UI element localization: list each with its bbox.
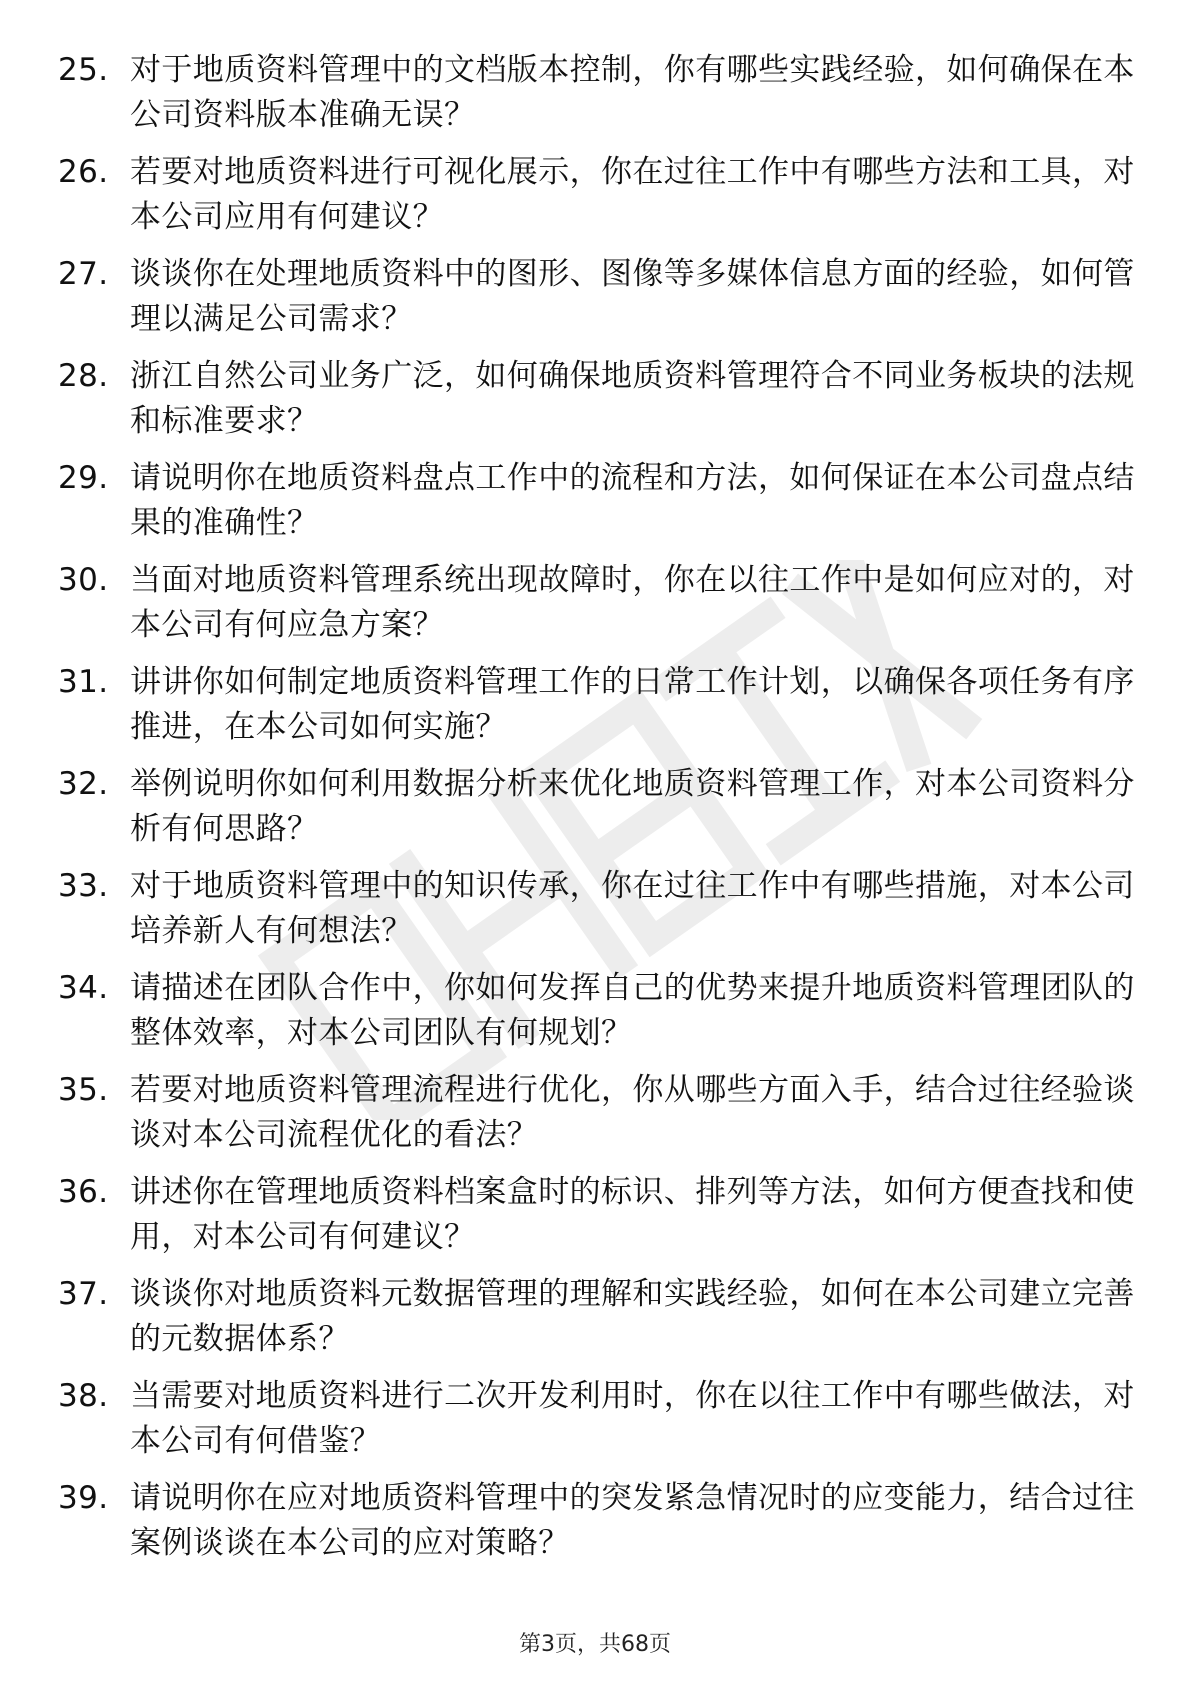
question-item — [58, 456, 1138, 558]
question-item — [58, 1476, 1138, 1578]
question-item — [58, 150, 1138, 252]
question-list — [58, 48, 1138, 1578]
page-number-label: 第3页，共68页 — [519, 1632, 671, 1657]
question-number: 34. — [58, 970, 109, 1006]
question-number: 39. — [58, 1480, 109, 1516]
question-text: 浙江自然公司业务广泛，如何确保地质资料管理符合不同业务板块的法规和标准要求？ — [130, 358, 1135, 439]
question-item — [58, 252, 1138, 354]
question-item — [58, 48, 1138, 150]
question-number: 33. — [58, 868, 109, 904]
question-number: 29. — [58, 460, 109, 496]
question-number: 28. — [58, 358, 109, 394]
question-number: 32. — [58, 766, 109, 802]
question-text: 当需要对地质资料进行二次开发利用时，你在以往工作中有哪些做法，对本公司有何借鉴？ — [130, 1378, 1135, 1459]
question-number: 31. — [58, 664, 109, 700]
question-number: 38. — [58, 1378, 109, 1414]
question-text: 若要对地质资料管理流程进行优化，你从哪些方面入手，结合过往经验谈谈对本公司流程优化的看法？ — [130, 1072, 1135, 1153]
question-text: 谈谈你在处理地质资料中的图形、图像等多媒体信息方面的经验，如何管理以满足公司需求？ — [130, 256, 1135, 337]
question-number: 36. — [58, 1174, 109, 1210]
question-number: 26. — [58, 154, 109, 190]
question-text: 请描述在团队合作中，你如何发挥自己的优势来提升地质资料管理团队的整体效率，对本公司团队有何规划？ — [130, 970, 1135, 1051]
question-text: 讲讲你如何制定地质资料管理工作的日常工作计划，以确保各项任务有序推进，在本公司如何实施？ — [130, 664, 1135, 745]
question-text: 谈谈你对地质资料元数据管理的理解和实践经验，如何在本公司建立完善的元数据体系？ — [130, 1276, 1135, 1357]
question-item — [58, 1374, 1138, 1476]
question-number: 25. — [58, 52, 109, 88]
question-item — [58, 354, 1138, 456]
question-item — [58, 1170, 1138, 1272]
question-item — [58, 660, 1138, 762]
question-number: 30. — [58, 562, 109, 598]
question-item — [58, 558, 1138, 660]
question-item — [58, 864, 1138, 966]
question-text: 当面对地质资料管理系统出现故障时，你在以往工作中是如何应对的，对本公司有何应急方案？ — [130, 562, 1135, 643]
question-number: 37. — [58, 1276, 109, 1312]
page-footer — [0, 1630, 1190, 1660]
question-item — [58, 966, 1138, 1068]
question-text: 请说明你在地质资料盘点工作中的流程和方法，如何保证在本公司盘点结果的准确性？ — [130, 460, 1135, 541]
question-item — [58, 1068, 1138, 1170]
question-text: 若要对地质资料进行可视化展示，你在过往工作中有哪些方法和工具，对本公司应用有何建议？ — [130, 154, 1135, 235]
question-number: 27. — [58, 256, 109, 292]
question-text: 请说明你在应对地质资料管理中的突发紧急情况时的应变能力，结合过往案例谈谈在本公司的应对策略？ — [130, 1480, 1135, 1561]
question-text: 举例说明你如何利用数据分析来优化地质资料管理工作，对本公司资料分析有何思路？ — [130, 766, 1135, 847]
question-text: 对于地质资料管理中的文档版本控制，你有哪些实践经验，如何确保在本公司资料版本准确无误？ — [130, 52, 1135, 133]
question-item — [58, 1272, 1138, 1374]
question-number: 35. — [58, 1072, 109, 1108]
question-item — [58, 762, 1138, 864]
question-text: 对于地质资料管理中的知识传承，你在过往工作中有哪些措施，对本公司培养新人有何想法？ — [130, 868, 1135, 949]
question-text: 讲述你在管理地质资料档案盒时的标识、排列等方法，如何方便查找和使用，对本公司有何建议？ — [130, 1174, 1135, 1255]
